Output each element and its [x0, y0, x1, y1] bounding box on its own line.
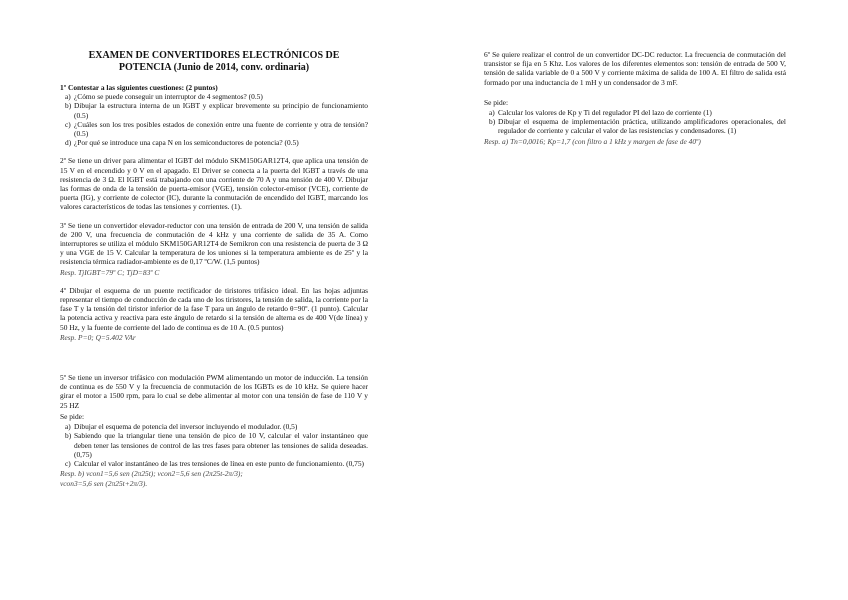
question-4-answer: Resp. P=0; Q=5.402 VAr	[60, 332, 136, 342]
question-6	[484, 50, 786, 146]
question-1-c: c) ¿Cuáles son los tres posibles estados de conexión entre una fuente de corriente y otra de tensión? (0.5)	[65, 119, 368, 139]
title-line-2: POTENCIA (Junio de 2014, conv. ordinaria)	[118, 61, 310, 73]
question-6-text: 6º Se quiere realizar el control de un convertidor DC-DC reductor. La frecuencia de conmutación del transistor se fija en 5 Khz. Los valores de los diferentes elementos son: tensión de entrada de 500 V, tensión de salida variable de 0 a 500 V y corriente máxima de salida de 100 A. El filtro de salida está formado por una inductancia de 1 mH y un condensador de 3 mF.	[484, 50, 786, 87]
right-column	[484, 50, 786, 155]
left-column	[60, 50, 368, 498]
question-5-se-pide: Se pide:	[60, 411, 85, 421]
question-5-answer-1: Resp. b) vcon1=5,6 sen (2π25t); vcon2=5,6 sen (2π25t-2π/3);	[60, 469, 243, 479]
question-5-a: a) Dibujar el esquema de potencia del inversor incluyendo el modulador. (0,5)	[65, 422, 298, 432]
question-6-answer: Resp. a) Tn=0,0016; Kp=1,7 (con filtro a 1 kHz y margen de fase de 40º)	[484, 136, 701, 146]
exam-title	[60, 50, 368, 73]
title-line-1: EXAMEN DE CONVERTIDORES ELECTRÓNICOS DE	[88, 50, 340, 61]
question-5-text: 5º Se tiene un inversor trifásico con modulación PWM alimentando un motor de inducción. La tensión de continua es de 550 V y la frecuencia de conmutación de los IGBTs es de 10 kHz. Se quiere hacer girar el motor a 1500 rpm, para lo cual se debe alimentar al motor con una tensión de fase de 110 V y 25 HZ	[60, 373, 368, 410]
question-1-d: d) ¿Por qué se introduce una capa N en los semiconductores de potencia? (0.5)	[65, 138, 299, 148]
question-3-text: 3º Se tiene un convertidor elevador-reductor con una tensión de entrada de 200 V, una tensión de salida de 200 V, una frecuencia de conmutación de 4 kHz y una corriente de salida de 35 A. Como interruptores se utiliza el módulo SKM150GAR12T4 de Semikron con una resistencia de puerta de 3 Ω y una VGE de 15 V. Calcular la temperatura de los uniones si la temperatura ambiente es de 25º y la resistencia térmica radiador-ambiente es de 0,17 ºC/W. (1,5 puntos)	[60, 220, 368, 267]
question-2-text: 2º Se tiene un driver para alimentar el IGBT del módulo SKM150GAR12T4, que aplica una tensión de 15 V en el encendido y 0 V en el apagado. El Driver se conecta a la puerta del IGBT a través de una resistencia de 3 Ω. El IGBT está trabajando con una corriente de 70 A y una tensión de 400 V. Dibujar las formas de onda de la tensión de puerta-emisor (VGE), tensión colector-emisor (VCE), corriente de puerta (IG), y corriente de colector (IC), durante la conmutación de encendido del IGBT, marcando los valores característicos de todas las tensiones y corrientes. (1).	[60, 156, 368, 212]
question-1-a: a) ¿Cómo se puede conseguir un interruptor de 4 segmentos? (0.5)	[65, 92, 263, 102]
question-6-b: b) Dibujar el esquema de implementación práctica, utilizando amplificadores operacionales, del regulador de corriente y calcular el valor de las resistencias y condensadores. (1)	[489, 117, 786, 136]
question-4	[60, 286, 368, 342]
question-2	[60, 156, 368, 211]
question-1	[60, 83, 368, 147]
question-5	[60, 373, 368, 488]
question-5-b: b) Sabiendo que la triangular tiene una tensión de pico de 10 V, calcular el valor instantáneo que deben tener las tensiones de control de las tres fases para obtener las tensiones de salida deseadas. (0,75)	[65, 431, 368, 459]
question-5-c: c) Calcular el valor instantáneo de las tres tensiones de línea en este punto de funcionamiento. (0,75)	[65, 458, 364, 468]
question-6-a: a) Calcular los valores de Kp y Ti del regulador PI del lazo de corriente (1)	[489, 108, 712, 118]
question-1-b: b) Dibujar la estructura interna de un IGBT y explicar brevemente su principio de funcionamiento (0.5)	[65, 101, 368, 120]
question-5-answer-2: vcon3=5,6 sen (2π25t+2π/3).	[60, 479, 148, 489]
question-3-answer: Resp. TjIGBT=79º C; TjD=83º C	[60, 267, 160, 277]
question-6-se-pide: Se pide:	[484, 97, 509, 107]
question-1-intro: 1º Contestar a las siguientes cuestiones: (2 puntos)	[60, 83, 218, 92]
question-3	[60, 221, 368, 277]
question-4-text: 4º Dibujar el esquema de un puente rectificador de tiristores trifásico ideal. En las hojas adjuntas representar el tiempo de conducción de cada uno de los tiristores, la tensión de salida, la corriente por la fase T y la tensión del tiristor inferior de la fase T para un ángulo de retardo θ=90º. (1 punto). Calcular la potencia activa y reactiva para este ángulo de retardo si la tensión de alterna es de 400 V(de línea) y 50 Hz, y la fuente de corriente del lado de continua es de 10 A. (0.5 puntos)	[60, 285, 368, 332]
